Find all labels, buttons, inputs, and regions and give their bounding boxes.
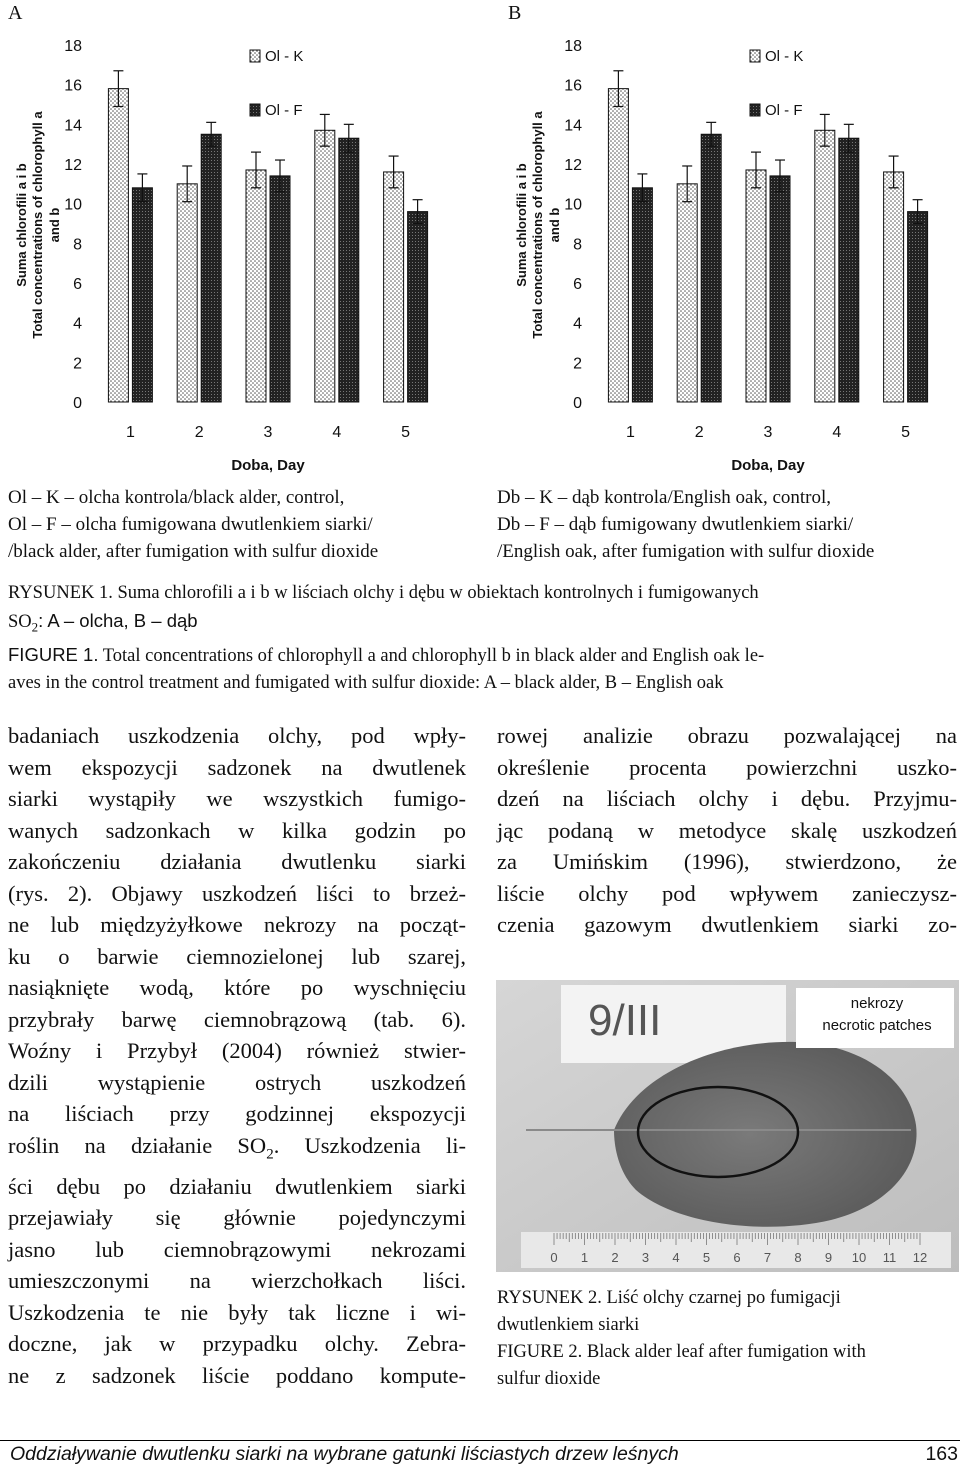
ruler-number: 10 xyxy=(851,1250,867,1265)
legend-right-line3: /English oak, after fumigation with sulfur dioxide xyxy=(497,541,875,562)
right-col-line: rowej analizie obrazu pozwalającej na xyxy=(497,723,957,748)
ruler-number: 2 xyxy=(611,1250,619,1265)
y-tick-label: 12 xyxy=(64,157,82,174)
x-tick-label: 3 xyxy=(263,424,273,441)
figure1-pl-text-1: Suma chlorofili a i b w liściach olchy i dębu w obiektach kontrolnych i fumigowanych xyxy=(117,583,759,603)
figure1-pl-label: RYSUNEK 1. xyxy=(8,583,113,603)
y-axis-label-line1: Suma chlorofili a i b xyxy=(14,163,29,287)
footer-title: Oddziaływanie dwutlenku siarki na wybrane gatunki liściastych drzew leśnych xyxy=(10,1443,679,1465)
right-col-line: czenia gazowym dwutlenkiem siarki zo- xyxy=(497,912,957,937)
legend-swatch-k xyxy=(750,50,760,62)
left-col-line: ku o barwie ciemnozielonej lub szarej, xyxy=(8,943,466,969)
x-tick-label: 2 xyxy=(194,424,204,441)
y-tick-label: 8 xyxy=(573,236,582,254)
figure1-pl-sub: 2 xyxy=(31,619,39,635)
right-col-line: określenie procenta powierzchni uszko- xyxy=(497,754,957,780)
left-col-line: badaniach uszkodzenia olchy, pod wpły- xyxy=(8,723,466,748)
y-axis-label-line3: and b xyxy=(547,207,562,243)
legend-right xyxy=(497,484,957,565)
x-tick-label: 3 xyxy=(763,424,773,441)
figure2-caption xyxy=(497,1285,959,1393)
y-tick-label: 6 xyxy=(573,276,582,293)
figure2-pl-line1: RYSUNEK 2. Liść olchy czarnej po fumigacji xyxy=(497,1288,841,1308)
left-col-line: ści dębu po działaniu dwutlenkiem siarki xyxy=(8,1173,466,1199)
y-tick-label: 18 xyxy=(564,38,582,55)
legend-left-line3: /black alder, after fumigation with sulfur dioxide xyxy=(8,541,379,562)
bar-f-day-1 xyxy=(132,188,152,402)
x-tick-label: 4 xyxy=(832,424,842,441)
legend-label-f: Ol - F xyxy=(265,102,303,119)
x-axis-label: Doba, Day xyxy=(231,457,305,474)
ruler-number: 6 xyxy=(733,1250,741,1265)
bar-k-day-1 xyxy=(108,89,128,402)
left-col-line: roślin na działanie $SO_2$. Uszkodzenia li- xyxy=(8,1132,466,1162)
y-tick-label: 8 xyxy=(73,236,82,254)
footer xyxy=(10,1443,958,1466)
y-tick-label: 16 xyxy=(64,77,82,95)
ruler-number: 7 xyxy=(763,1250,772,1265)
figure2-en-line2: sulfur dioxide xyxy=(497,1369,601,1389)
left-col-line: dzili wystąpienie ostrych uszkodzeń xyxy=(8,1069,466,1095)
y-tick-label: 6 xyxy=(73,276,82,293)
y-tick-label: 4 xyxy=(573,315,582,333)
y-axis-label-line2: Total concentrations of chlorophyll a xyxy=(530,111,545,339)
figure1-pl-text-2: : A – olcha, B – dąb xyxy=(38,610,198,631)
bar-f-day-4 xyxy=(839,138,859,402)
panel-letter-a: A xyxy=(8,2,23,24)
bar-f-day-4 xyxy=(339,138,359,402)
bar-k-day-4 xyxy=(315,130,335,402)
left-col-line: zakończeniu działania dwutlenku siarki xyxy=(8,849,466,874)
bar-f-day-5 xyxy=(908,212,928,402)
legend-label-f: Ol - F xyxy=(765,102,803,119)
y-tick-label: 2 xyxy=(573,355,582,373)
right-col-line: za Umińskim (1996), stwierdzono, że xyxy=(497,849,957,874)
y-tick-label: 14 xyxy=(564,117,582,135)
chart-b xyxy=(500,30,960,480)
bar-f-day-3 xyxy=(770,176,790,402)
right-col-line: jąc podaną w metodyce skalę uszkodzeń xyxy=(497,817,957,843)
left-col-line: Uszkodzenia te nie były tak liczne i wi- xyxy=(8,1299,466,1325)
left-col-so2-sub: 2 xyxy=(266,1146,274,1162)
ruler-number: 4 xyxy=(672,1250,680,1265)
right-text-column xyxy=(497,720,957,941)
figure1-en-text-2: aves in the control treatment and fumigated with sulfur dioxide: A – black alder, B – English oak xyxy=(8,672,724,693)
y-axis-label-line1: Suma chlorofili a i b xyxy=(514,163,529,287)
photo-label-pl: nekrozy xyxy=(850,995,904,1012)
bar-k-day-5 xyxy=(384,172,404,402)
left-text-column xyxy=(8,720,466,1391)
figure2-pl-line2: dwutlenkiem siarki xyxy=(497,1315,640,1335)
ruler-number: 1 xyxy=(580,1250,589,1265)
ruler-number: 0 xyxy=(550,1250,558,1265)
y-tick-label: 16 xyxy=(564,77,582,95)
page-number: 163 xyxy=(925,1443,958,1465)
legend-label-k: Ol - K xyxy=(765,48,804,65)
bar-f-day-2 xyxy=(701,134,721,402)
figure1-en-text-1: Total concentrations of chlorophyll a and chlorophyll b in black alder and English oak le- xyxy=(102,645,765,666)
y-tick-label: 10 xyxy=(564,196,582,214)
legend-swatch-k xyxy=(250,50,260,62)
panel-letter-b: B xyxy=(508,2,522,24)
photo-label-en: necrotic patches xyxy=(822,1017,932,1034)
bar-k-day-2 xyxy=(677,184,697,402)
left-col-line: jasno lub ciemnobrązowymi nekrozami xyxy=(8,1236,466,1262)
y-axis-label-line3: and b xyxy=(47,207,62,243)
left-col-line: wanych sadzonkach w kilka godzin po xyxy=(8,817,466,843)
ruler-number: 5 xyxy=(702,1250,711,1265)
figure1-pl-so: SO xyxy=(8,612,32,632)
left-col-line: nasiąknięte wodą, które po wyschnięciu xyxy=(8,975,466,1000)
bar-f-day-3 xyxy=(270,176,290,402)
y-axis-label-line2: Total concentrations of chlorophyll a xyxy=(30,111,45,339)
x-axis-label: Doba, Day xyxy=(731,457,805,474)
legend-right-line1: Db – K – dąb kontrola/English oak, control, xyxy=(497,487,832,508)
ruler-number: 12 xyxy=(912,1250,928,1265)
y-tick-label: 14 xyxy=(64,117,82,135)
figure2-en-line1: FIGURE 2. Black alder leaf after fumigation with xyxy=(497,1342,866,1362)
x-tick-label: 1 xyxy=(125,424,135,441)
x-tick-label: 5 xyxy=(401,424,411,441)
y-tick-label: 10 xyxy=(64,196,82,214)
left-col-line: na liściach przy godzinnej ekspozycji xyxy=(8,1101,466,1126)
y-tick-label: 0 xyxy=(73,395,82,412)
bar-k-day-3 xyxy=(746,170,766,402)
bar-k-day-2 xyxy=(177,184,197,402)
ruler-number: 3 xyxy=(641,1250,650,1265)
figure1-en-label: FIGURE 1. xyxy=(8,643,99,665)
right-col-line: dzeń na liściach olchy i dębu. Przyjmu- xyxy=(497,786,957,811)
x-tick-label: 4 xyxy=(332,424,342,441)
footer-rule xyxy=(0,1440,960,1441)
left-col-line: wem ekspozycji sadzonek na dwutlenek xyxy=(8,754,466,780)
left-col-line: (rys. 2). Objawy uszkodzeń liści to brzeż- xyxy=(8,880,466,906)
x-tick-label: 5 xyxy=(901,424,911,441)
legend-swatch-f xyxy=(750,104,760,116)
left-col-line: przejawiały się głównie pojedynczymi xyxy=(8,1205,466,1230)
ruler-number: 9 xyxy=(824,1250,833,1265)
left-col-line: Woźny i Przybył (2004) również stwier- xyxy=(8,1038,466,1063)
ruler-number: 11 xyxy=(882,1250,897,1265)
right-col-line: liście olchy pod wpływem zanieczysz- xyxy=(497,880,957,906)
legend-left-line2: Ol – F – olcha fumigowana dwutlenkiem siarki/ xyxy=(8,514,373,535)
bar-k-day-3 xyxy=(246,170,266,402)
ruler-number: 8 xyxy=(794,1250,802,1265)
legend-left xyxy=(8,484,468,565)
legend-left-line1: Ol – K – olcha kontrola/black alder, control, xyxy=(8,487,345,508)
left-col-line: siarki wystąpiły we wszystkich fumigo- xyxy=(8,786,466,811)
x-tick-label: 1 xyxy=(625,424,635,441)
y-tick-label: 18 xyxy=(64,38,82,55)
bar-f-day-1 xyxy=(632,188,652,402)
y-tick-label: 0 xyxy=(573,395,582,412)
bar-f-day-5 xyxy=(408,212,428,402)
left-col-line: ne z sadzonek liście poddano kompute- xyxy=(8,1362,466,1388)
left-col-line: doczne, jak w przypadku olchy. Zebra- xyxy=(8,1331,466,1356)
left-col-line: ne lub międzyżyłkowe nekrozy na począt- xyxy=(8,912,466,937)
left-col-line: umieszczonymi na wierzchołkach liści. xyxy=(8,1268,466,1293)
bar-k-day-1 xyxy=(608,89,628,402)
bar-k-day-5 xyxy=(884,172,904,402)
bar-k-day-4 xyxy=(815,130,835,402)
photo-card-text: 9/III xyxy=(588,996,662,1045)
legend-right-line2: Db – F – dąb fumigowany dwutlenkiem siarki/ xyxy=(497,514,854,535)
figure1-caption xyxy=(8,580,956,697)
x-tick-label: 2 xyxy=(694,424,704,441)
left-col-line: przybrały barwę ciemnobrązową (tab. 6). xyxy=(8,1006,466,1032)
bar-f-day-2 xyxy=(201,134,221,402)
y-tick-label: 2 xyxy=(73,355,82,373)
legend-swatch-f xyxy=(250,104,260,116)
y-tick-label: 4 xyxy=(73,315,82,333)
y-tick-label: 12 xyxy=(564,157,582,174)
legend-label-k: Ol - K xyxy=(265,48,304,65)
chart-a xyxy=(0,30,480,480)
left-col-so2-after: . Uszkodzenia li- xyxy=(273,1132,466,1158)
leaf-photo xyxy=(496,980,959,1272)
